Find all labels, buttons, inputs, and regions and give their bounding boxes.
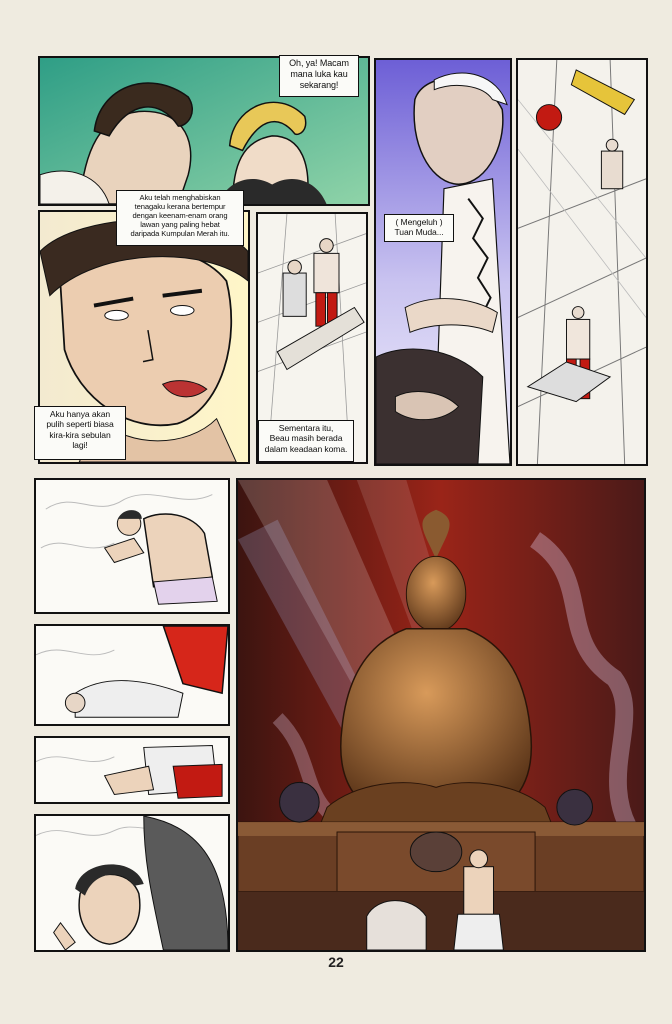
- balloon-line: Aku hanya akan: [49, 409, 111, 419]
- panel-shrine-art: [238, 480, 644, 950]
- panel-man-praying: [34, 478, 230, 614]
- panel-old-man: [374, 58, 512, 466]
- panel-man-praying-art: [36, 480, 228, 612]
- speech-balloon-sigh: [384, 214, 454, 242]
- panel-kneeling: [34, 736, 230, 804]
- balloon-line: tenagaku kerana bertempur: [134, 202, 226, 212]
- balloon-line: daripada Kumpulan Merah itu.: [130, 229, 230, 239]
- panel-red-pants-art: [36, 626, 228, 724]
- caption-line: Sementara itu,: [278, 423, 334, 433]
- balloon-line: ( Mengeluh ): [395, 217, 443, 227]
- panel-kneeling-art: [36, 738, 228, 802]
- panel-red-pants: [34, 624, 230, 726]
- caption-line: Beau masih berada: [269, 433, 343, 444]
- panel-courtyard-art: [518, 60, 646, 464]
- balloon-line: lawan yang paling hebat: [140, 220, 220, 230]
- speech-balloon-fought-six: [116, 190, 244, 246]
- balloon-line: sekarang!: [299, 79, 339, 90]
- balloon-line: dengan keenam-enam orang: [132, 211, 228, 221]
- balloon-line: mana luka kau: [290, 68, 348, 79]
- balloon-line: lagi!: [72, 439, 88, 450]
- panel-shrine-buddha: [236, 478, 646, 952]
- balloon-line: Oh, ya! Macam: [289, 58, 349, 68]
- balloon-line: pulih seperti biasa: [46, 419, 114, 430]
- speech-balloon-recover: [34, 406, 126, 460]
- caption-meanwhile: [258, 420, 354, 462]
- balloon-line: Aku telah menghabiskan: [139, 193, 221, 202]
- page-number: 22: [328, 954, 344, 970]
- balloon-line: kira-kira sebulan: [49, 429, 111, 440]
- panel-young-man-art: [36, 816, 228, 950]
- balloon-line: Tuan Muda...: [394, 227, 444, 238]
- panel-courtyard: [516, 58, 648, 466]
- panel-young-man-praying: [34, 814, 230, 952]
- speech-balloon-greeting: [279, 55, 359, 97]
- caption-line: dalam keadaan koma.: [264, 443, 348, 454]
- panel-old-man-art: [376, 60, 510, 464]
